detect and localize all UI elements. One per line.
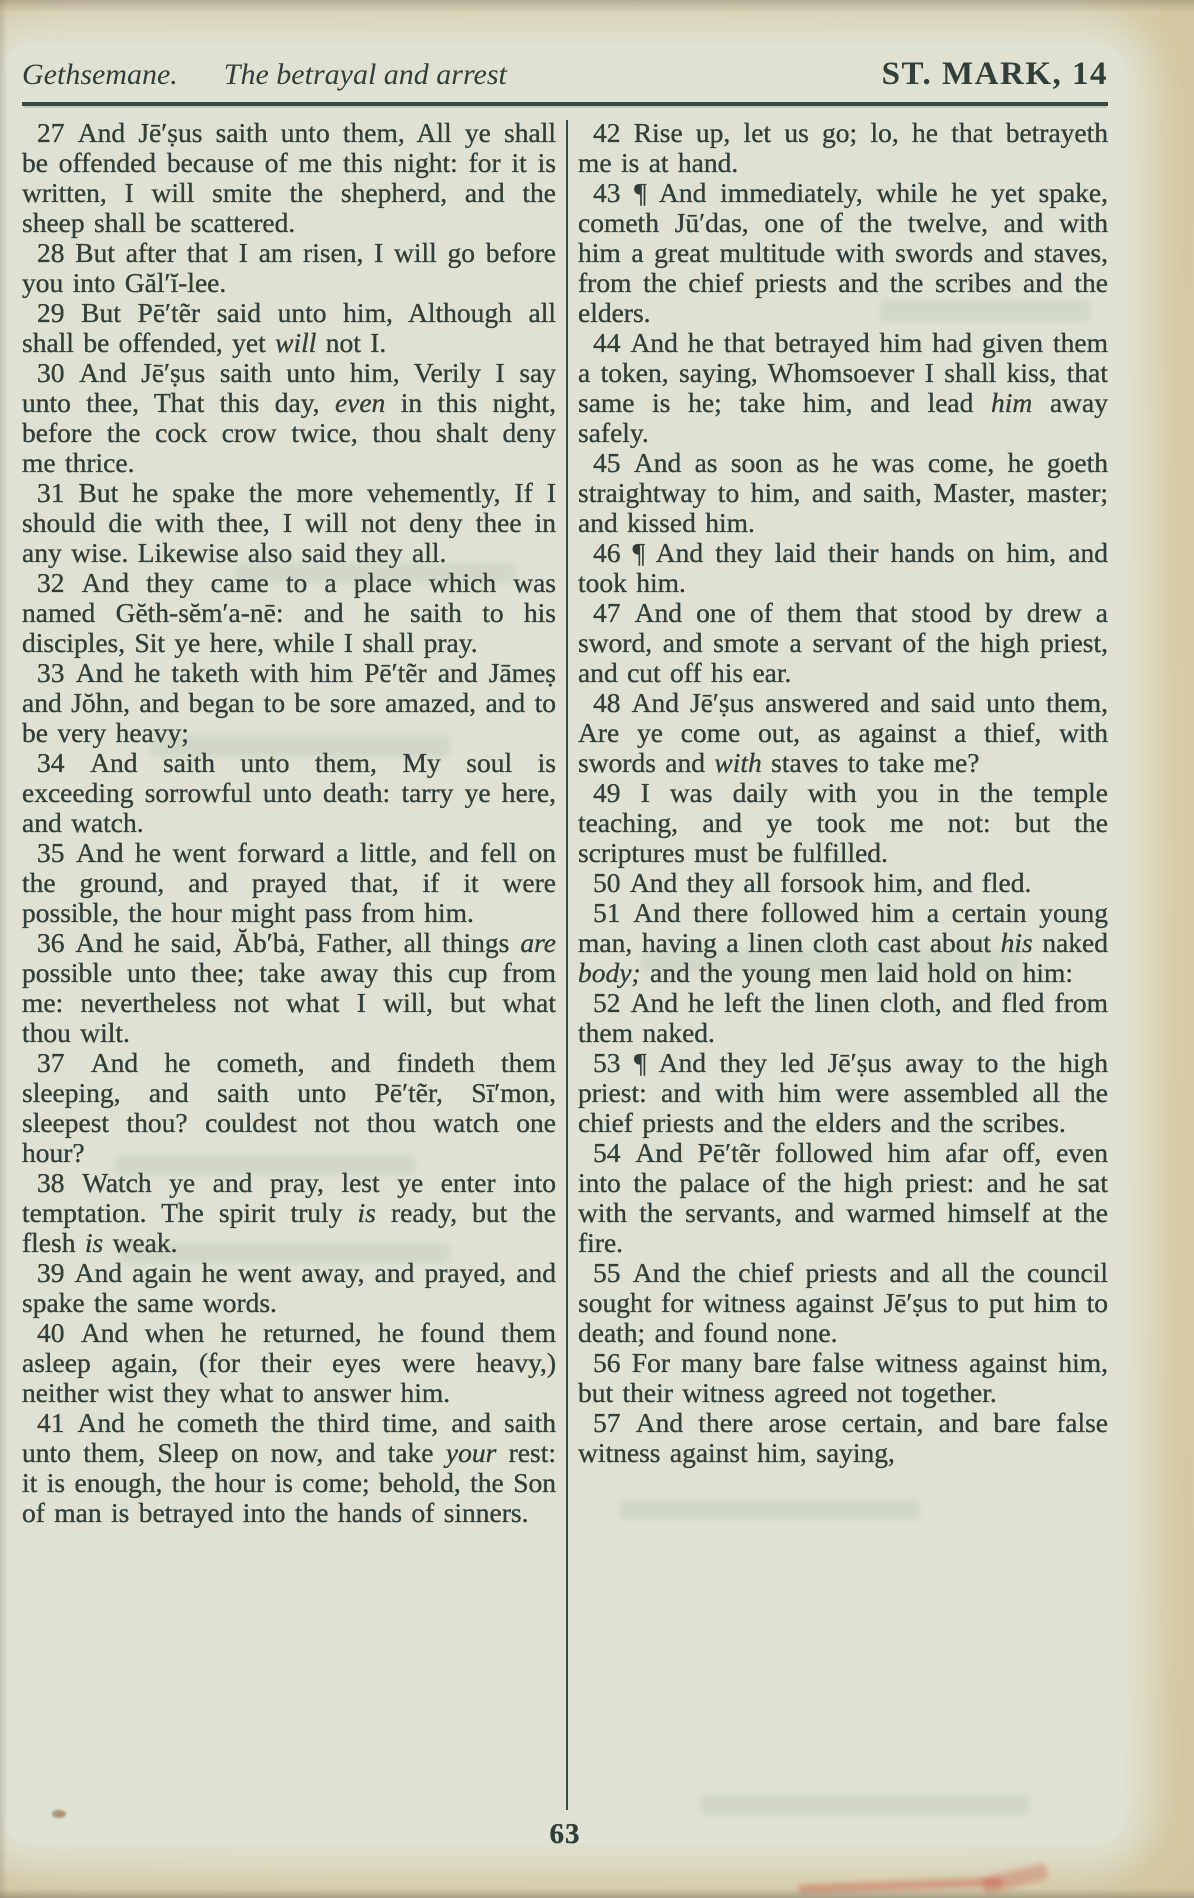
book-chapter-title: ST. MARK, 14 [881,56,1108,92]
section-title-subject: The betrayal and arrest [223,58,507,91]
scan-edge-shadow-top [0,0,1194,12]
verse-33: 33 And he taketh with him Pē′tẽr and Jāmeṣ and Jŏhn, and began to be sore amazed, and to be very heavy; [22,657,556,748]
verse-51: 51 And there followed him a certain young man, having a linen cloth cast about his naked body; and the young men laid hold on him: [578,897,1108,988]
verse-45: 45 And as soon as he was come, he goeth straightway to him, and saith, Master, master; and kissed him. [578,447,1108,538]
text-block [22,56,1108,1851]
verse-52: 52 And he left the linen cloth, and fled from them naked. [578,987,1109,1048]
two-column-text [22,118,1108,1810]
verse-56: 56 For many bare false witness against him, but their witness agreed not together. [578,1347,1108,1408]
verse-55: 55 And the chief priests and all the council sought for witness against Jē′ṣus to put him to death; and found none. [578,1257,1109,1348]
verse-29: 29 But Pē′tẽr said unto him, Although all shall be offended, yet will not I. [22,297,556,358]
verse-47: 47 And one of them that stood by drew a sword, and smote a servant of the high priest, and cut off his ear. [578,597,1109,688]
page-number: 63 [549,1818,581,1850]
verse-39: 39 And again he went away, and prayed, and spake the same words. [22,1257,556,1318]
verse-34: 34 And saith unto them, My soul is exceeding sorrowful unto death: tarry ye here, and watch. [22,747,557,838]
verse-37: 37 And he cometh, and findeth them sleeping, and saith unto Pē′tẽr, Sī′mon, sleepest thou? couldest not thou watch one hour? [22,1047,556,1168]
verse-53: 53 ¶ And they led Jē′ṣus away to the high priest: and with him were assembled all the chief priests and the elders and the scribes. [578,1047,1108,1138]
verse-57: 57 And there arose certain, and bare false witness against him, saying, [578,1407,1108,1468]
column-divider-rule [566,120,568,1810]
verse-50: 50 And they all forsook him, and fled. [593,867,1032,898]
scan-edge-shadow-bottom [0,1888,1194,1898]
verse-31: 31 But he spake the more vehemently, If I should die with thee, I will not deny thee in any wise. Likewise also said they all. [22,477,556,568]
verse-30: 30 And Jē′ṣus saith unto him, Verily I say unto thee, That this day, even in this night, before the cock crow twice, thou shalt deny me thrice. [22,357,557,478]
scan-edge-shadow-left [0,0,8,1898]
verse-41: 41 And he cometh the third time, and saith unto them, Sleep on now, and take your rest: it is enough, the hour is come; behold, the Son of man is betrayed into the hands of sinners. [22,1407,556,1528]
left-column [22,118,556,1810]
paper-speck [52,1810,66,1818]
section-title-place: Gethsemane. [22,58,178,91]
header-rule [22,102,1108,106]
verse-27: 27 And Jē′ṣus saith unto them, All ye shall be offended because of me this night: for it is written, I will smite the shepherd, and the sheep shall be scattered. [22,117,556,238]
running-head [22,56,1108,93]
verse-54: 54 And Pē′tẽr followed him afar off, even into the palace of the high priest: and he sat with the servants, and warmed himself at the fire. [578,1137,1108,1258]
verse-40: 40 And when he returned, he found them asleep again, (for their eyes were heavy,) neither wist they what to answer him. [22,1317,556,1408]
verse-35: 35 And he went forward a little, and fell on the ground, and prayed that, if it were possible, the hour might pass from him. [22,837,556,928]
verse-43: 43 ¶ And immediately, while he yet spake, cometh Jū′das, one of the twelve, and with him a great multitude with swords and staves, from the chief priests and the scribes and the elders. [578,177,1108,328]
verse-46: 46 ¶ And they laid their hands on him, and took him. [578,537,1108,598]
verse-42: 42 Rise up, let us go; lo, he that betrayeth me is at hand. [578,117,1108,178]
verse-28: 28 But after that I am risen, I will go before you into Găl′ĭ-lee. [22,237,557,298]
verse-44: 44 And he that betrayed him had given them a token, saying, Whomsoever I shall kiss, that same is he; take him, and lead him away safely. [578,327,1108,448]
verse-48: 48 And Jē′ṣus answered and said unto them, Are ye come out, as against a thief, with swords and with staves to take me? [578,687,1109,778]
verse-32: 32 And they came to a place which was named Gĕth-sĕm′a-nē: and he saith to his disciples, Sit ye here, while I shall pray. [22,567,556,658]
verse-36: 36 And he said, Ăb′bȧ, Father, all things are possible unto thee; take away this cup from me: nevertheless not what I will, but what thou wilt. [22,927,557,1048]
right-column [578,118,1108,1810]
verse-49: 49 I was daily with you in the temple teaching, and ye took me not: but the scriptures must be fulfilled. [578,777,1108,868]
verse-38: 38 Watch ye and pray, lest ye enter into temptation. The spirit truly is ready, but the flesh is weak. [22,1167,556,1258]
